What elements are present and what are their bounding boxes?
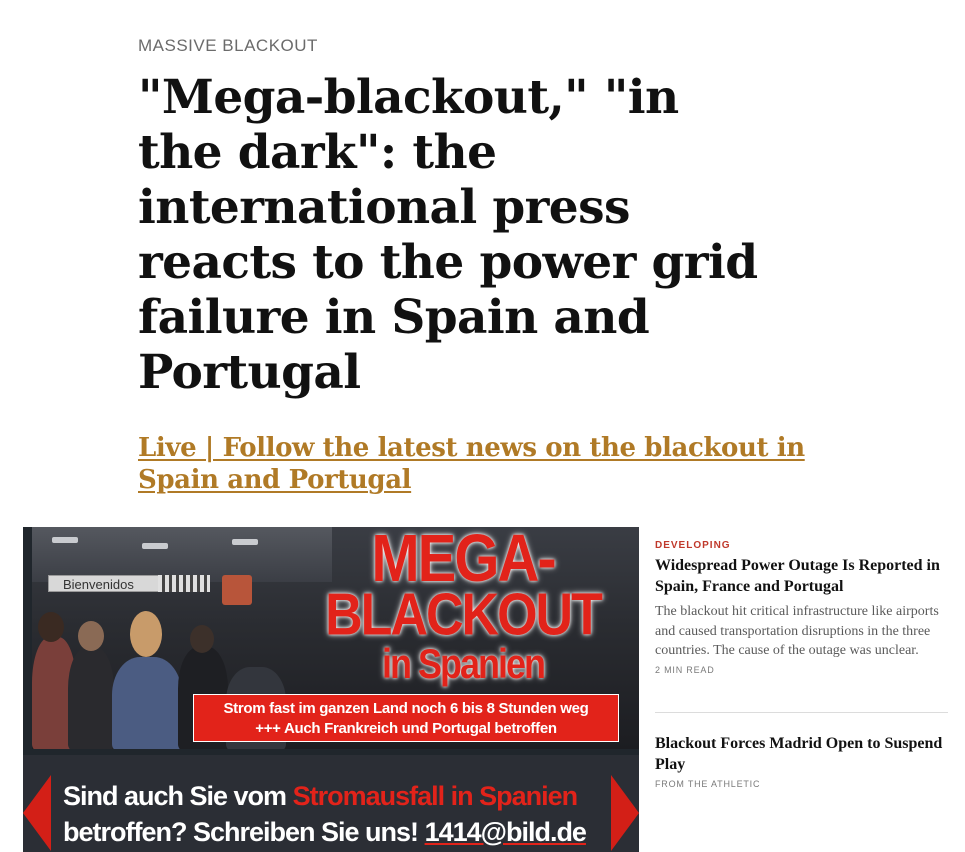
cta-email: 1414@bild.de — [424, 817, 586, 847]
person-head — [78, 621, 104, 651]
bild-subheadline-box — [193, 694, 619, 742]
mega-text-line3: in Spanien — [381, 639, 545, 687]
person-head — [130, 611, 162, 657]
arrow-left-icon — [23, 775, 51, 851]
article-kicker: MASSIVE BLACKOUT — [138, 36, 318, 55]
read-time: 2 MIN READ — [655, 664, 715, 675]
cta-text-part3: betroffen? Schreiben Sie uns! — [63, 817, 425, 847]
sign-box — [222, 575, 252, 605]
related-story-1[interactable] — [655, 540, 950, 675]
related-story-title[interactable]: Widespread Power Outage Is Reported in Spain, France and Portugal — [655, 557, 940, 595]
subheadline-line1: Strom fast im ganzen Land noch 6 bis 8 Stunden weg — [223, 700, 589, 717]
ceiling-light — [232, 539, 258, 545]
article-headline: "Mega-blackout," "in the dark": the international press reacts to the power grid failure in Spain and Portugal — [138, 70, 758, 400]
subheadline-line2: +++ Auch Frankreich und Portugal betroffen — [255, 720, 557, 737]
cta-text-part2: Stromausfall in Spanien — [292, 781, 578, 811]
cta-text-part1: Sind auch Sie vom — [63, 781, 293, 811]
sign-stripes — [158, 575, 210, 592]
cta-line2 — [63, 815, 623, 849]
person-head — [38, 612, 64, 642]
ceiling-light — [52, 537, 78, 543]
divider — [655, 712, 948, 713]
person-head — [190, 625, 214, 653]
bild-call-to-action — [23, 755, 639, 852]
bild-front-page-image — [23, 527, 639, 852]
live-updates-link[interactable]: Live | Follow the latest news on the blackout in Spain and Portugal — [138, 433, 805, 495]
mega-text-line2: BLACKOUT — [325, 581, 601, 649]
mega-text-line1: MEGA- — [371, 527, 555, 596]
related-story-title[interactable]: Blackout Forces Madrid Open to Suspend Play — [655, 735, 943, 773]
developing-label: DEVELOPING — [655, 540, 731, 551]
bienvenidos-sign: Bienvenidos — [48, 575, 178, 592]
person — [68, 647, 114, 749]
related-story-summary: The blackout hit critical infrastructure like airports and caused transportation disruptions in the three countries. The cause of the outage was unclear. — [655, 604, 939, 658]
person — [112, 657, 182, 749]
cta-line1 — [63, 779, 623, 813]
source-label: FROM THE ATHLETIC — [655, 779, 761, 789]
ceiling-light — [142, 543, 168, 549]
related-story-2[interactable] — [655, 729, 950, 789]
